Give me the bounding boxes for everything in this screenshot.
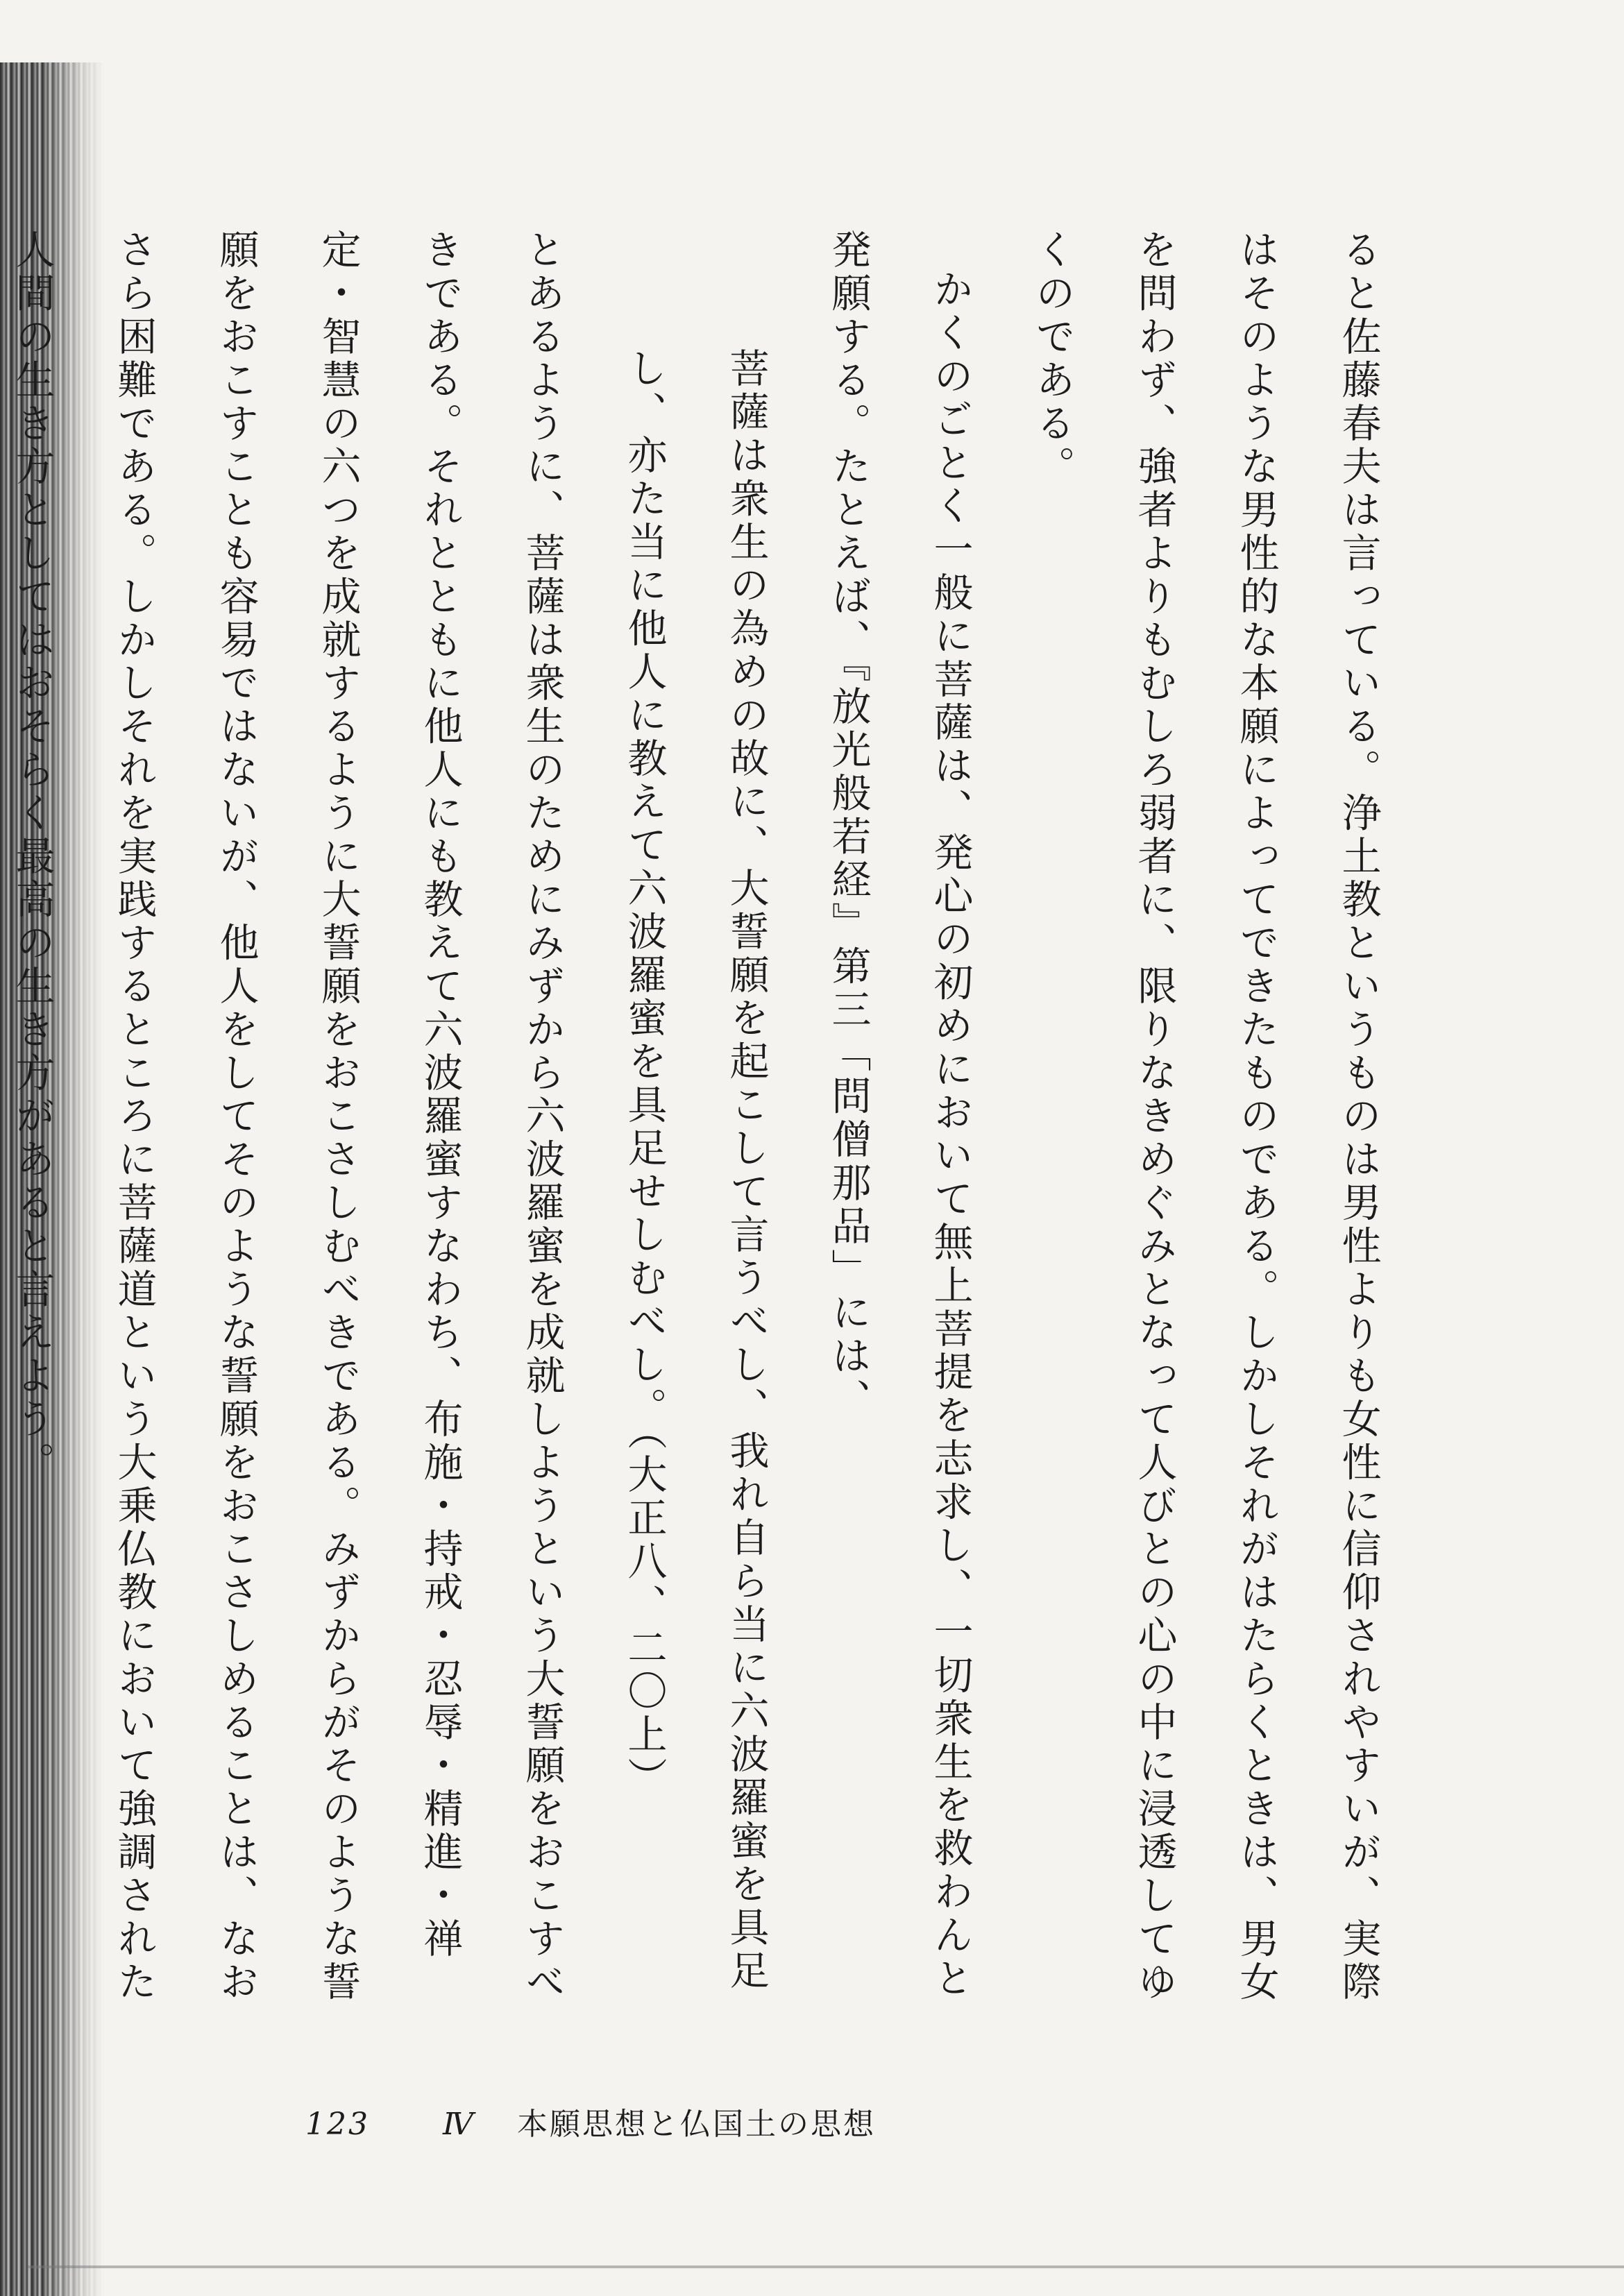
page-footer [305,2099,876,2143]
vertical-text-body [9,229,1409,2005]
page-bottom-edge [28,2265,1624,2268]
paragraph-2: かくのごとく一般に菩薩は、発心の初めにおいて無上菩提を志求し、一切衆生を救わんと発願する。たとえば、『放光般若経』第三「問僧那品」には、 [825,229,973,2000]
page-number: 123 [305,2107,370,2142]
chapter-title: 本願思想と仏国土の思想 [516,2107,876,2142]
quote-houkou-hannya: 菩薩は衆生の為めの故に、大誓願を起こして言うべし、我れ自ら当に六波羅蜜を具足し、亦た当に他人に教えて六波羅蜜を具足せしむべし。（大正八、二〇上） [621,348,769,1993]
paragraph-3: とあるように、菩薩は衆生のためにみずから六波羅蜜を成就しようという大誓願をおこすべきである。それとともに他人にも教えて六波羅蜜すなわち、布施・持戒・忍辱・精進・禅定・智慧の六つを成就するように大誓願をおこさしむべきである。みずからがそのような誓願をおこすことも容易ではないが、他人をしてそのような誓願をおこさしめることは、なおさら困難である。しかしそれを実践するところに菩薩道という大乗仏教において強調された人間の生き方としてはおそらく最高の生き方があると言えよう。 [9,229,565,2005]
chapter-number: Ⅳ [442,2107,475,2142]
paragraph-1: ると佐藤春夫は言っている。浄土教というものは男性よりも女性に信仰されやすいが、実際はそのような男性的な本願によってできたものである。しかしそれがはたらくときは、男女を問わず、強者よりもむしろ弱者に、限りなきめぐみとなって人びとの心の中に浸透してゆくのである。 [1029,229,1381,2005]
